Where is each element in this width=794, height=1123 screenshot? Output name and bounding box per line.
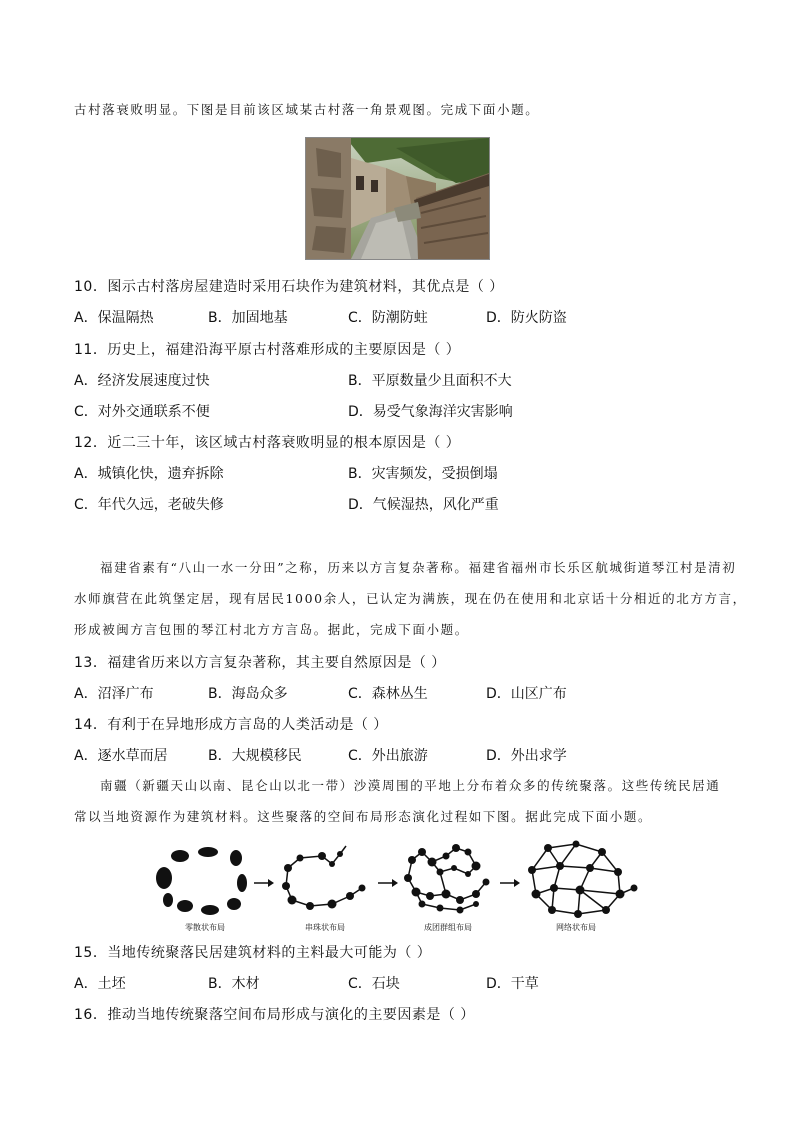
q11-option-a[interactable]: A．经济发展速度过快 [74,373,210,389]
q15-option-a[interactable]: A．土坯 [74,976,126,992]
question-number: 16． [74,1007,108,1023]
q11-option-c[interactable]: C．对外交通联系不便 [74,404,210,420]
passage-fujian-line-1: 福建省素有“八山一水一分田”之称，历来以方言复杂著称。福建省福州市长乐区航城街道琴江村是清初 [100,560,737,575]
intro-passage-village: 古村落衰败明显。下图是目前该区域某古村落一角景观图。完成下面小题。 [74,102,540,117]
question-number: 10． [74,279,108,295]
village-photo [305,137,490,260]
question-text: 近二三十年，该区域古村落衰败明显的根本原因是（ ） [107,435,461,451]
q14-option-d[interactable]: D．外出求学 [486,748,567,764]
q12-option-a[interactable]: A．城镇化快，遗弃拆除 [74,466,224,482]
settlement-layout-diagram [150,838,650,938]
label-network-layout: 网络状布局 [556,923,596,932]
question-10 [74,276,504,298]
question-12 [74,432,460,454]
scattered-layout-figure [156,847,247,915]
q13-option-d[interactable]: D．山区广布 [486,686,567,702]
question-number: 13． [74,655,108,671]
passage-fujian-line-2: 水师旗营在此筑堡定居，现有居民1000余人，已认定为满族，现在仍在使用和北京话十分相近的北方方言， [74,591,747,606]
q10-option-c[interactable]: C．防潮防蛀 [348,310,428,326]
q14-option-b[interactable]: B．大规模移民 [208,748,302,764]
question-number: 14． [74,717,108,733]
q14-option-c[interactable]: C．外出旅游 [348,748,428,764]
question-number: 12． [74,435,108,451]
question-11 [74,339,460,361]
q13-option-a[interactable]: A．沼泽广布 [74,686,154,702]
question-text: 当地传统聚落民居建筑材料的主料最大可能为（ ） [107,945,432,961]
q15-option-c[interactable]: C．石块 [348,976,400,992]
question-number: 11． [74,342,108,358]
q12-option-d[interactable]: D．气候湿热，风化严重 [348,497,499,513]
question-14 [74,714,388,736]
q10-option-b[interactable]: B．加固地基 [208,310,288,326]
question-text: 有利于在异地形成方言岛的人类活动是（ ） [107,717,388,733]
label-clustered-group-layout: 成团群组布局 [424,923,472,932]
q11-option-d[interactable]: D．易受气象海洋灾害影响 [348,404,513,420]
clustered-group-layout-figure [404,844,490,914]
question-16 [74,1004,475,1026]
label-scattered-layout: 零散状布局 [185,923,225,932]
question-text: 图示古村落房屋建造时采用石块作为建筑材料，其优点是（ ） [107,279,504,295]
q11-option-b[interactable]: B．平原数量少且面积不大 [348,373,512,389]
q15-option-d[interactable]: D．干草 [486,976,539,992]
arrow-icon [500,879,520,887]
q13-option-b[interactable]: B．海岛众多 [208,686,288,702]
string-bead-layout-figure [282,846,366,910]
passage-xinjiang-line-2: 常以当地资源作为建筑材料。这些聚落的空间布局形态演化过程如下图。据此完成下面小题。 [74,809,653,824]
passage-xinjiang-line-1: 南疆（新疆天山以南、昆仑山以北一带）沙漠周围的平地上分布着众多的传统聚落。这些传统民居通 [100,778,721,793]
q13-option-c[interactable]: C．森林丛生 [348,686,428,702]
q14-option-a[interactable]: A．逐水草而居 [74,748,168,764]
q12-option-c[interactable]: C．年代久远，老破失修 [74,497,224,513]
q15-option-b[interactable]: B．木材 [208,976,260,992]
q10-option-a[interactable]: A．保温隔热 [74,310,154,326]
arrow-icon [254,879,274,887]
question-15 [74,942,431,964]
arrow-icon [378,879,398,887]
network-layout-figure [528,841,638,919]
question-13 [74,652,446,674]
q10-option-d[interactable]: D．防火防盗 [486,310,567,326]
label-string-bead-layout: 串珠状布局 [305,923,345,932]
passage-fujian-line-3: 形成被闽方言包围的琴江村北方方言岛。据此，完成下面小题。 [74,622,469,637]
q12-option-b[interactable]: B．灾害频发，受损倒塌 [348,466,498,482]
question-text: 历史上，福建沿海平原古村落难形成的主要原因是（ ） [107,342,461,358]
question-text: 推动当地传统聚落空间布局形成与演化的主要因素是（ ） [107,1007,475,1023]
question-text: 福建省历来以方言复杂著称，其主要自然原因是（ ） [107,655,446,671]
question-number: 15． [74,945,108,961]
